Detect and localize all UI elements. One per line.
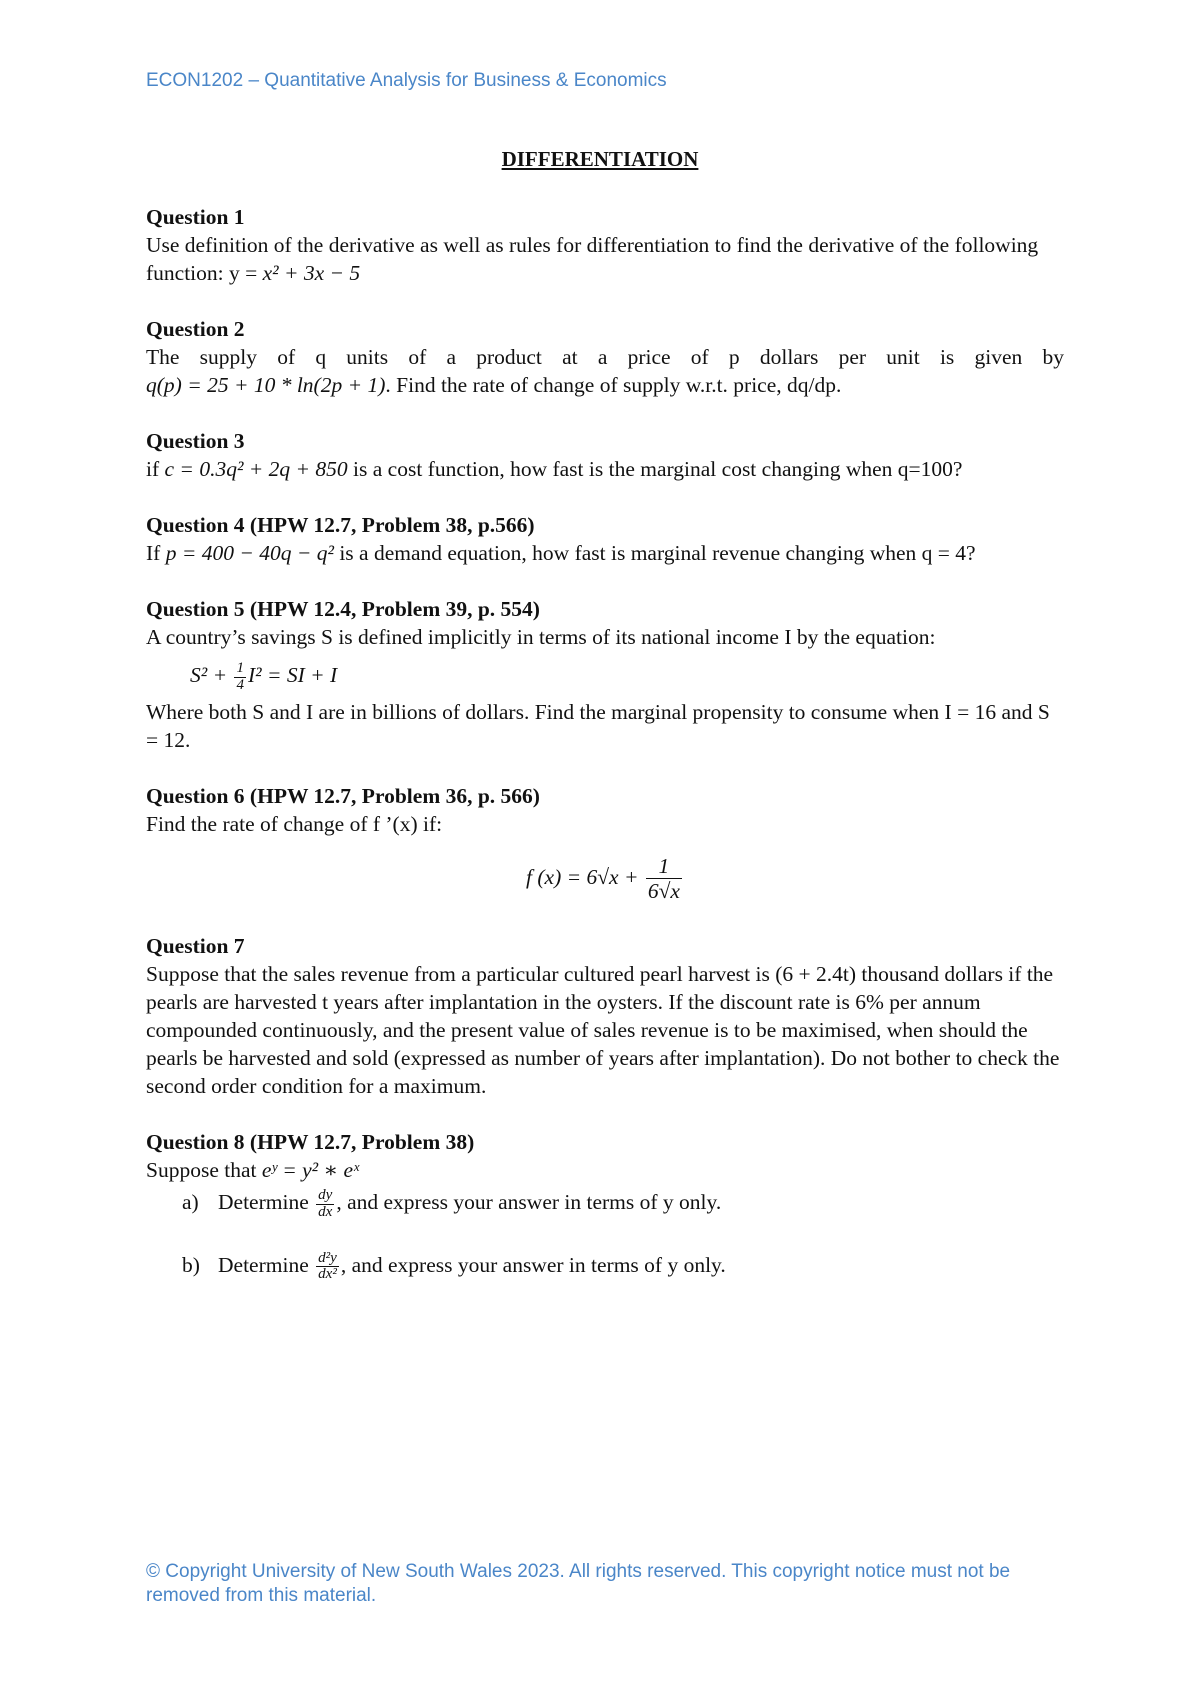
- part-b-frac-den: dx²: [318, 1266, 337, 1283]
- part-b-label: b): [182, 1252, 200, 1277]
- question-2-line1: The supply of q units of a product at a price of p dollars per unit is given by: [146, 345, 1064, 369]
- question-5-eq-left: S² +: [190, 663, 233, 688]
- part-a-label: a): [182, 1190, 199, 1215]
- question-3: [146, 427, 1064, 483]
- question-8: [146, 1128, 1064, 1283]
- document-title: DIFFERENTIATION: [501, 147, 699, 171]
- question-4-equation: p = 400 − 40q − q²: [165, 541, 334, 565]
- part-a-frac-num: dy: [318, 1187, 333, 1204]
- question-6-equation: [146, 854, 1064, 904]
- part-a-frac-den: dx: [318, 1203, 333, 1220]
- question-2-heading: Question 2: [146, 317, 245, 341]
- question-3-heading: Question 3: [146, 429, 245, 453]
- question-2: [146, 315, 1064, 399]
- question-5-equation: [190, 661, 1064, 694]
- question-2-equation: q(p) = 25 + 10 * ln(2p + 1): [146, 373, 386, 397]
- part-b-pre: Determine: [218, 1252, 315, 1277]
- question-3-text-after: is a cost function, how fast is the marginal cost changing when q=100?: [347, 457, 963, 481]
- question-8-part-a: [182, 1188, 1064, 1221]
- question-7-text: Suppose that the sales revenue from a particular cultured pearl harvest is (6 + 2.4t) thousand dollars if the pearls are harvested t years after implantation in the oysters. If the discount rate is 6% per annum compounded continuously, and the present value of sales revenue is to be maximised, when should the pearls be harvested and sold (expressed as number of years after implantation). Do not bother to check the second order condition for a maximum.: [146, 962, 1060, 1099]
- question-6: [146, 782, 1064, 904]
- question-6-intro: Find the rate of change of f ’(x) if:: [146, 811, 443, 836]
- question-7: [146, 932, 1064, 1100]
- part-b-fraction: [316, 1251, 339, 1284]
- question-5: [146, 595, 1064, 754]
- question-1-heading: Question 1: [146, 205, 245, 229]
- question-5-intro: A country’s savings S is defined implicitly in terms of its national income I by the equation:: [146, 625, 936, 649]
- question-2-text-after: . Find the rate of change of supply w.r.t. price, dq/dp.: [385, 373, 842, 397]
- question-3-text-before: if: [146, 457, 165, 481]
- question-3-equation: c = 0.3q² + 2q + 850: [164, 457, 348, 481]
- part-a-fraction: [316, 1188, 334, 1221]
- question-5-frac-den: 4: [236, 676, 244, 693]
- question-5-frac-num: 1: [236, 660, 244, 676]
- question-1-text: Use definition of the derivative as well as rules for differentiation to find the derivative of the following function: y =: [146, 233, 1039, 285]
- question-8-equation: eʸ = y² ∗ eˣ: [261, 1158, 360, 1183]
- question-5-text: Where both S and I are in billions of dollars. Find the marginal propensity to consume when I = 16 and S = 12.: [146, 699, 1050, 752]
- question-5-heading: Question 5 (HPW 12.4, Problem 39, p. 554): [146, 597, 540, 621]
- part-b-post: , and express your answer in terms of y only.: [340, 1252, 726, 1277]
- question-8-parts: [182, 1188, 1064, 1283]
- question-8-heading: Question 8 (HPW 12.7, Problem 38): [146, 1130, 475, 1155]
- copyright-notice: © Copyright University of New South Wales 2023. All rights reserved. This copyright notice must not be removed from this material.: [146, 1561, 1011, 1606]
- question-6-frac-num: 1: [646, 854, 682, 880]
- question-5-eq-right: I² = SI + I: [248, 663, 338, 688]
- course-header: ECON1202 – Quantitative Analysis for Business & Economics: [146, 70, 667, 91]
- question-4-text-before: If: [146, 541, 166, 565]
- question-4: [146, 511, 1064, 567]
- question-4-text-after: is a demand equation, how fast is marginal revenue changing when q = 4?: [333, 541, 976, 565]
- question-8-part-b: [182, 1251, 1064, 1284]
- question-8-text-before: Suppose that: [146, 1158, 262, 1183]
- question-1: [146, 203, 1064, 287]
- question-4-heading: Question 4 (HPW 12.7, Problem 38, p.566): [146, 513, 535, 537]
- part-a-post: , and express your answer in terms of y only.: [336, 1190, 722, 1215]
- question-6-frac-den: 6√x: [647, 879, 680, 904]
- question-6-fraction: [646, 854, 682, 904]
- question-7-heading: Question 7: [146, 934, 245, 959]
- question-6-heading: Question 6 (HPW 12.7, Problem 36, p. 566): [146, 783, 540, 808]
- part-a-pre: Determine: [218, 1190, 315, 1215]
- questions-body: [146, 203, 1064, 1313]
- question-6-eq-left: f (x) = 6√x +: [526, 864, 644, 889]
- part-b-frac-num: d²y: [318, 1249, 337, 1266]
- question-5-fraction: [234, 661, 246, 694]
- question-1-equation: x² + 3x − 5: [262, 261, 361, 285]
